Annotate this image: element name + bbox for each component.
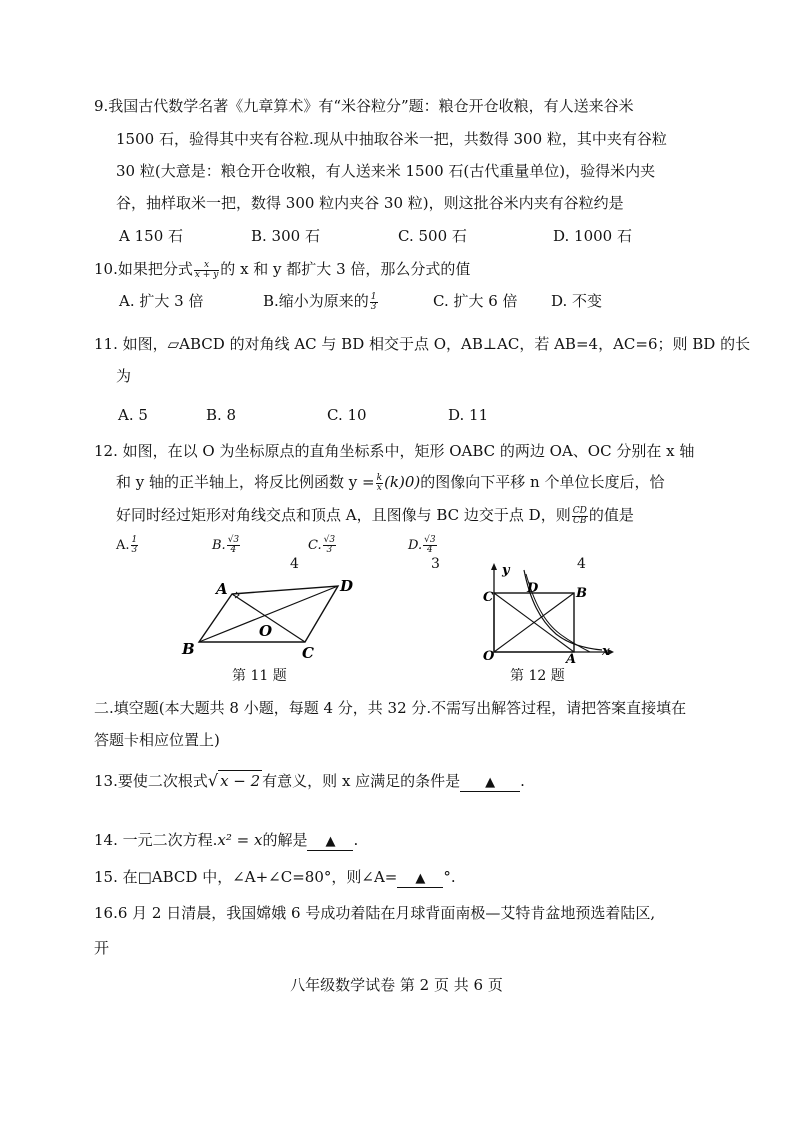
q14-equation: x² = x: [217, 831, 263, 849]
stray-mark-1: 4: [290, 556, 299, 572]
q11-line2: 为: [116, 367, 132, 385]
q10-option-d: D. 不变: [551, 292, 603, 310]
label-c: C: [302, 644, 314, 662]
q12-cd: CD: [572, 505, 587, 516]
q12-line3-post: 的值是: [588, 506, 634, 524]
q12-line1: 12. 如图，在以 O 为坐标原点的直角坐标系中，矩形 OABC 的两边 OA、OC 分别在 x 轴: [94, 442, 695, 460]
q10-option-b-den: 3: [370, 301, 377, 312]
q9-line4: 谷，抽样取米一把，数得 300 粒内夹谷 30 粒)，则这批谷米内夹有谷粒约是: [116, 194, 624, 212]
q15-answer-blank[interactable]: ▲: [397, 871, 443, 888]
label-d: D: [340, 577, 354, 595]
label-x: x: [602, 644, 610, 659]
section2-line1: 二.填空题(本大题共 8 小题，每题 4 分，共 32 分.不需写出解答过程，请把答案直接填在: [94, 699, 687, 717]
q14-end: .: [353, 831, 359, 849]
figure-11-caption: 第 11 题: [232, 668, 287, 684]
label-a: A: [216, 580, 228, 598]
q12-x: x: [376, 482, 382, 493]
stray-mark-2: 3: [431, 556, 440, 572]
q16-line2: 开: [94, 939, 110, 957]
q12-option-b-fraction: [227, 536, 240, 555]
label-o: O: [259, 622, 273, 640]
q12-option-c-den: 3: [326, 545, 333, 555]
q12-option-d-den: 4: [426, 545, 433, 555]
q10-option-b-text: B.缩小为原来的: [263, 292, 369, 310]
figure-11-parallelogram: [180, 572, 360, 667]
q10-stem: [94, 259, 470, 280]
label-b: B: [576, 586, 587, 601]
q12-option-d-label: D.: [408, 538, 423, 553]
q13-stem: [94, 770, 525, 792]
q15-end: °.: [443, 868, 456, 886]
q12-line2-post: 的图像向下平移 n 个单位长度后，恰: [420, 473, 665, 491]
label-c: C: [483, 590, 494, 605]
q15-stem: [94, 867, 456, 888]
q11-option-a: A. 5: [118, 406, 148, 424]
q12-line3: [116, 505, 634, 526]
q15-prefix: 15. 在□ABCD 中，∠A+∠C=80°，则∠A=: [94, 868, 398, 886]
q12-option-b-label: B.: [212, 538, 226, 553]
q14-stem: [94, 830, 358, 851]
q12-option-a-label: A.: [116, 538, 130, 553]
q11-option-c: C. 10: [327, 406, 367, 424]
q12-option-c-label: C.: [308, 538, 322, 553]
q10-frac-den: x + y: [194, 269, 219, 280]
q12-cb: CB: [573, 515, 587, 526]
q14-suffix: 的解是: [262, 831, 308, 849]
q10-option-b: [263, 291, 379, 312]
q12-cd-over-cb: [572, 507, 588, 526]
q13-radicand: x − 2: [220, 772, 261, 790]
q9-option-c: C. 500 石: [398, 227, 467, 245]
q12-option-b-den: 4: [230, 545, 237, 555]
figure-12-coordinate-rectangle: [480, 560, 620, 665]
q14-answer-blank[interactable]: ▲: [307, 834, 353, 851]
q12-option-a: [116, 536, 139, 556]
page-footer: 八年级数学试卷 第 2 页 共 6 页: [290, 976, 503, 994]
label-y: y: [502, 563, 510, 578]
q12-option-b-num: √3: [227, 535, 240, 545]
q10-option-b-fraction: [370, 293, 378, 312]
q10-option-c: C. 扩大 6 倍: [433, 292, 518, 310]
q16-line1: 16.6 月 2 日清晨，我国嫦娥 6 号成功着陆在月球背面南极—艾特肯盆地预选着陆区,: [94, 904, 656, 922]
q13-prefix: 13.要使二次根式: [94, 772, 208, 790]
q12-option-d-fraction: [423, 536, 436, 555]
q10-frac-num: x: [194, 261, 219, 271]
q9-option-b: B. 300 石: [251, 227, 320, 245]
q12-option-a-den: 3: [131, 545, 138, 555]
q11-line1: 11. 如图，▱ABCD 的对角线 AC 与 BD 相交于点 O，AB⊥AC，若 AB=4，AC=6；则 BD 的长: [94, 335, 751, 353]
q11-option-d: D. 11: [448, 406, 489, 424]
q12-option-c-fraction: [323, 536, 336, 555]
q12-line2: [116, 472, 664, 493]
label-a: A: [566, 652, 577, 665]
q10-fraction: [194, 261, 219, 280]
q9-option-d: D. 1000 石: [553, 227, 632, 245]
q12-option-d-num: √3: [424, 535, 436, 545]
q12-k: k: [376, 472, 383, 483]
q13-end: .: [520, 772, 525, 790]
q11-option-b: B. 8: [206, 406, 237, 424]
q9-line2: 1500 石，验得其中夹有谷粒.现从中抽取谷米一把，共数得 300 粒，其中夹有谷粒: [116, 130, 667, 148]
q12-condition: (k)0): [384, 473, 421, 491]
q10-option-a: A. 扩大 3 倍: [119, 292, 204, 310]
q13-answer-blank[interactable]: ▲: [460, 775, 520, 792]
q12-option-d: [408, 536, 438, 556]
q12-option-b: [212, 536, 241, 556]
q10-prefix: 10.如果把分式: [94, 260, 193, 278]
q9-line3: 30 粒(大意是：粮仓开仓收粮，有人送来米 1500 石(古代重量单位)，验得米内夹: [116, 162, 656, 180]
section2-line2: 答题卡相应位置上): [94, 731, 220, 749]
q13-suffix: 有意义，则 x 应满足的条件是: [262, 772, 461, 790]
q12-line2-pre: 和 y 轴的正半轴上，将反比例函数 y =: [116, 473, 375, 491]
q14-prefix: 14. 一元二次方程.: [94, 831, 218, 849]
q12-option-a-num: 1: [131, 535, 138, 545]
radical-sign-icon: √: [207, 771, 219, 790]
q12-option-c: [308, 536, 337, 556]
label-d: D: [527, 581, 539, 596]
y-axis-arrow: [491, 563, 497, 570]
q9-option-a: A 150 石: [119, 227, 183, 245]
q12-line3-pre: 好同时经过矩形对角线交点和顶点 A，且图像与 BC 边交于点 D，则: [116, 506, 571, 524]
label-b: B: [182, 640, 195, 658]
stray-mark-3: 4: [577, 556, 586, 572]
figure-12-caption: 第 12 题: [510, 668, 565, 684]
q12-k-over-x: [376, 474, 383, 493]
q9-line1: 9.我国古代数学名著《九章算术》有“米谷粒分”题：粮仓开仓收粮，有人送来谷米: [94, 97, 634, 115]
label-o: O: [483, 649, 495, 664]
q10-option-b-num: 1: [370, 291, 377, 302]
q12-option-c-num: √3: [323, 535, 336, 545]
q12-option-a-fraction: [131, 536, 139, 555]
q10-suffix: 的 x 和 y 都扩大 3 倍，那么分式的值: [220, 260, 471, 278]
